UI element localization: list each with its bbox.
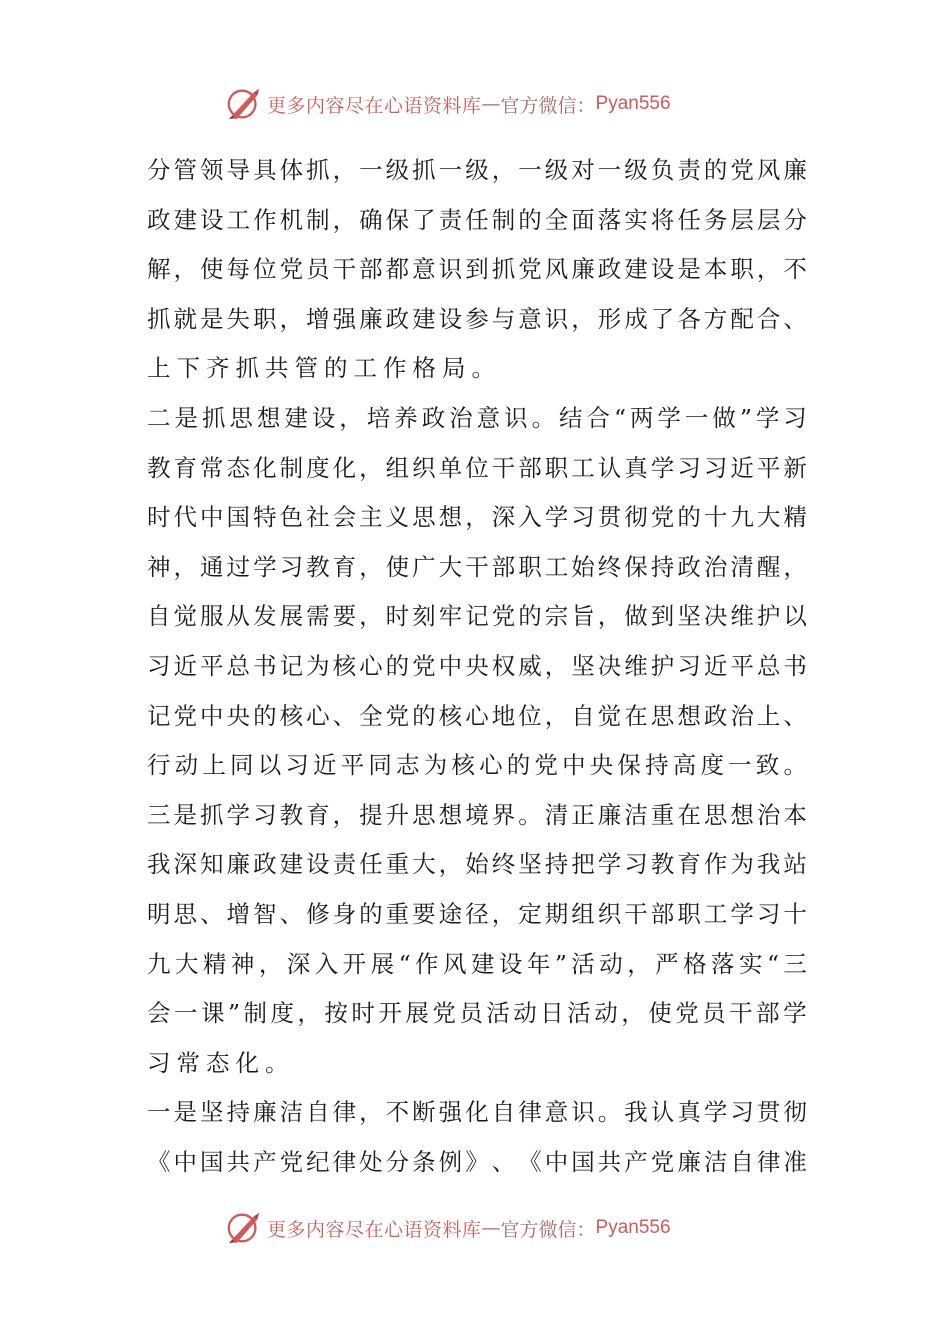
banner-wechat-label: 官方微信： [500, 1218, 596, 1241]
footer-watermark-banner [225, 1208, 745, 1248]
pen-in-circle-icon [225, 85, 263, 123]
text-line: 上下齐抓共管的工作格局。 [147, 354, 501, 383]
text-line: 解 ， 使 每 位 党 员 干 部 都 意 识 到 抓 党 风 廉 政 建 设 是 本 职 ， 不 [147, 255, 807, 284]
text-line: 二 是 抓 思 想 建 设 ， 培 养 政 治 意 识 。 结 合 “ 两 学 一 做 ” 学 习 [147, 403, 807, 432]
banner-wechat-id: Pyan556 [595, 93, 671, 114]
banner-wechat-label: 官方微信： [500, 94, 596, 117]
text-line: 行 动 上 同 以 习 近 平 同 志 为 核 心 的 党 中 央 保 持 高 度 一 致 。 [147, 751, 807, 780]
text-line: 《 中 国 共 产 党 纪 律 处 分 条 例 》 、 《 中 国 共 产 党 廉 洁 自 律 准 [147, 1147, 807, 1176]
text-line: 三 是 抓 学 习 教 育 ， 提 升 思 想 境 界 。 清 正 廉 洁 重 在 思 想 治 本 [147, 800, 807, 829]
text-line: 分 管 领 导 具 体 抓 ， 一 级 抓 一 级 ， 一 级 对 一 级 负 责 的 党 风 廉 [147, 156, 807, 184]
banner-wechat-id: Pyan556 [595, 1217, 671, 1238]
text-line: 我 深 知 廉 政 建 设 责 任 重 大 ， 始 终 坚 持 把 学 习 教 育 作 为 我 站 [147, 850, 807, 879]
text-line: 习常态化。 [147, 1048, 295, 1077]
text-line: 教 育 常 态 化 制 度 化 ， 组 织 单 位 干 部 职 工 认 真 学 习 习 近 平 新 [147, 453, 807, 482]
text-line: 九 大 精 神 ， 深 入 开 展 “ 作 风 建 设 年 ” 活 动 ， 严 格 落 实 “ 三 [147, 949, 807, 978]
text-line: 会 一 课 ” 制 度 ， 按 时 开 展 党 员 活 动 日 活 动 ， 使 党 员 干 部 学 [147, 999, 807, 1028]
text-line: 一 是 坚 持 廉 洁 自 律 ， 不 断 强 化 自 律 意 识 。 我 认 真 学 习 贯 彻 [147, 1098, 807, 1127]
banner-dash: — [481, 93, 501, 115]
banner-dash: — [481, 1217, 501, 1239]
header-watermark-banner [225, 84, 745, 124]
text-line: 政 建 设 工 作 机 制 ， 确 保 了 责 任 制 的 全 面 落 实 将 任 务 层 层 分 [147, 205, 807, 234]
banner-site-text: 更多内容尽在心语资料库 [267, 1218, 482, 1241]
banner-site-text: 更多内容尽在心语资料库 [267, 94, 482, 117]
text-line: 明 思 、 增 智 、 修 身 的 重 要 途 径 ， 定 期 组 织 干 部 职 工 学 习 十 [147, 899, 807, 928]
text-line: 习 近 平 总 书 记 为 核 心 的 党 中 央 权 威 ， 坚 决 维 护 习 近 平 总 书 [147, 651, 807, 680]
document-body [147, 146, 807, 1187]
text-line: 自 觉 服 从 发 展 需 要 ， 时 刻 牢 记 党 的 宗 旨 ， 做 到 坚 决 维 护 以 [147, 602, 807, 631]
text-line: 时 代 中 国 特 色 社 会 主 义 思 想 ， 深 入 学 习 贯 彻 党 的 十 九 大 精 [147, 503, 807, 532]
text-line: 记 党 中 央 的 核 心 、 全 党 的 核 心 地 位 ， 自 觉 在 思 想 政 治 上 、 [147, 701, 807, 730]
pen-in-circle-icon [225, 1209, 263, 1247]
text-line: 抓 就 是 失 职 ， 增 强 廉 政 建 设 参 与 意 识 ， 形 成 了 各 方 配 合 、 [147, 304, 807, 333]
text-line: 神 ， 通 过 学 习 教 育 ， 使 广 大 干 部 职 工 始 终 保 持 政 治 清 醒 ， [147, 552, 807, 581]
